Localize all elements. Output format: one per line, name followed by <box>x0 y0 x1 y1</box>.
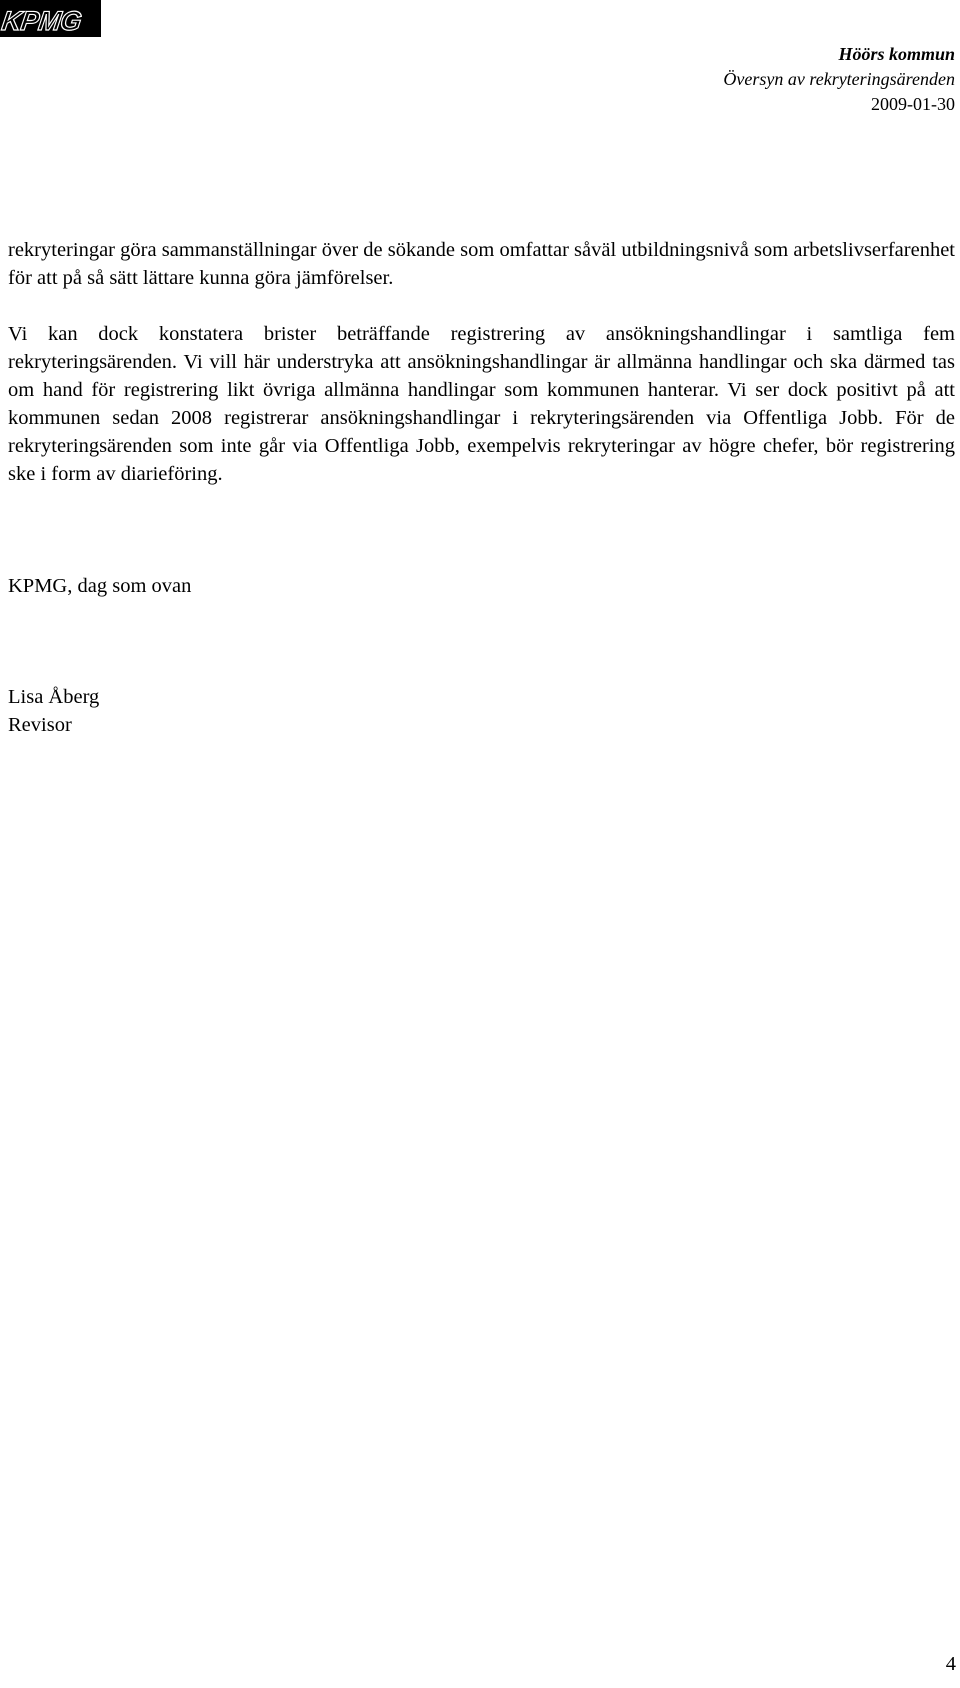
header-subject: Översyn av rekryteringsärenden <box>723 69 955 89</box>
document-header <box>723 42 955 117</box>
body-paragraph-1: rekryteringar göra sammanställningar över de sökande som omfattar såväl utbildningsnivå som arbetslivserfarenhet för att på så sätt lättare kunna göra jämförelser. <box>8 239 955 289</box>
document-body <box>8 236 955 488</box>
signer-name: Lisa Åberg <box>8 686 100 708</box>
header-organization: Höörs kommun <box>838 44 955 64</box>
kpmg-logo <box>0 0 101 37</box>
signoff-line: KPMG, dag som ovan <box>8 575 192 597</box>
header-date: 2009-01-30 <box>871 94 955 114</box>
signature-block <box>8 683 99 739</box>
signer-title: Revisor <box>8 714 72 736</box>
page-number: 4 <box>945 1653 956 1675</box>
body-paragraph-2: Vi kan dock konstatera brister beträffande registrering av ansökningshandlingar i samtliga fem rekryteringsärenden. Vi vill här understryka att ansökningshandlingar är allmänna handlingar och ska därmed tas om hand för registrering likt övriga allmänna handlingar som kommunen hanterar. Vi ser dock positivt på att kommunen sedan 2008 registrerar ansökningshandlingar i rekryteringsärenden via Offentliga Jobb. För de rekryteringsärenden som inte går via Offentliga Jobb, exempelvis rekryteringar av högre chefer, bör registrering ske i form av diarieföring. <box>8 323 955 485</box>
logo-text: KPMG <box>0 6 84 36</box>
